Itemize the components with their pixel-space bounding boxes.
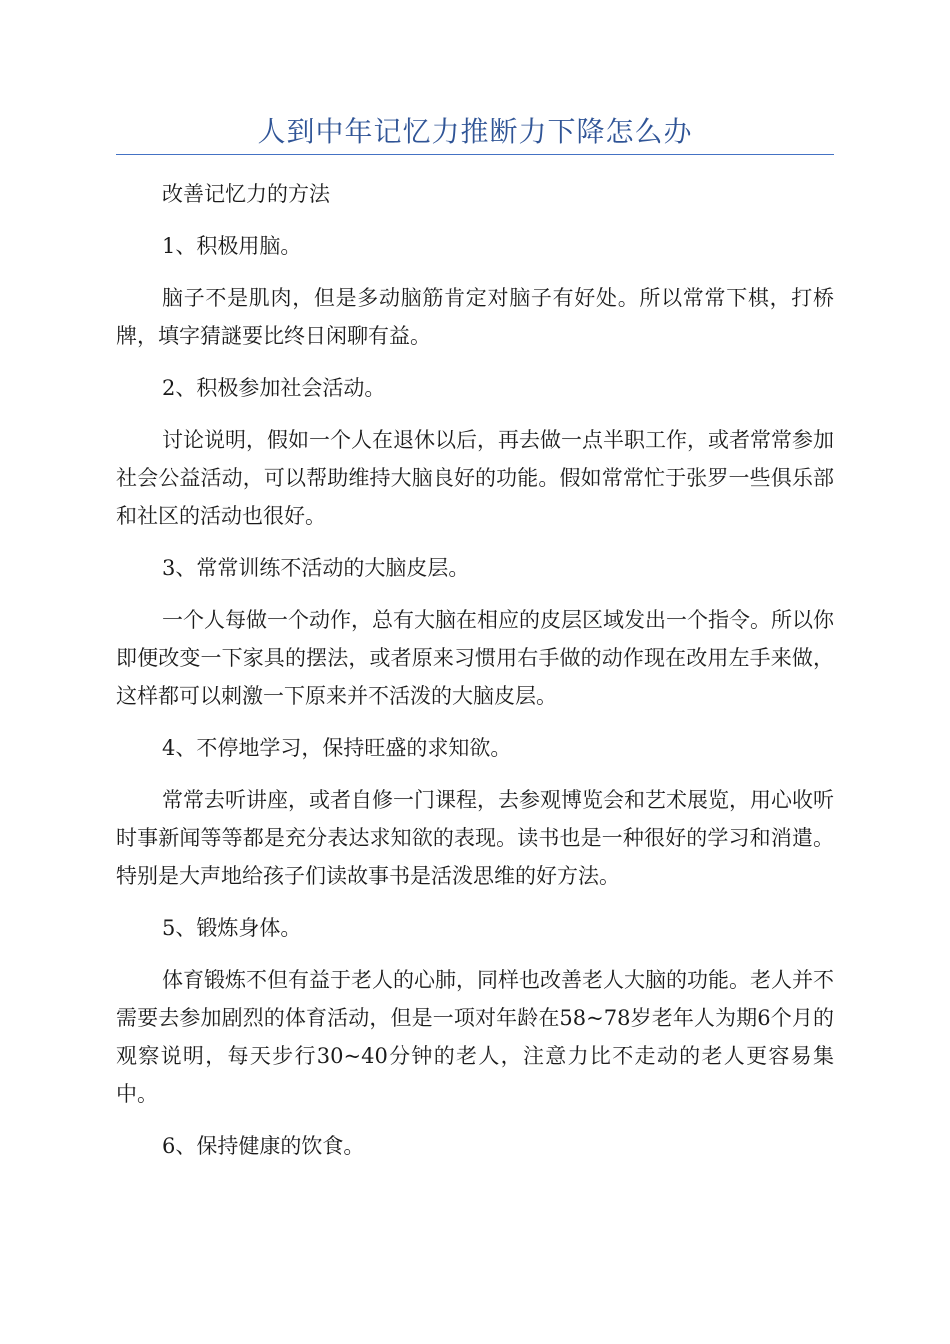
body-paragraph: 体育锻炼不但有益于老人的心肺，同样也改善老人大脑的功能。老人并不需要去参加剧烈的体育活动，但是一项对年龄在58~78岁老年人为期6个月的观察说明，每天步行30~40分钟的老人，注意力比不走动的老人更容易集中。 — [116, 968, 834, 1106]
list-item-heading: 6、保持健康的饮食。 — [162, 1134, 365, 1158]
body-paragraph: 一个人每做一个动作，总有大脑在相应的皮层区域发出一个指令。所以你即便改变一下家具的摆法，或者原来习惯用右手做的动作现在改用左手来做，这样都可以刺激一下原来并不活泼的大脑皮层。 — [116, 608, 834, 708]
body-paragraph: 讨论说明，假如一个人在退休以后，再去做一点半职工作，或者常常参加社会公益活动，可以帮助维持大脑良好的功能。假如常常忙于张罗一些俱乐部和社区的活动也很好。 — [116, 428, 834, 528]
document-body — [116, 175, 834, 1179]
list-item-heading: 1、积极用脑。 — [162, 234, 302, 258]
list-item-heading: 2、积极参加社会活动。 — [162, 376, 386, 400]
list-item-heading: 4、不停地学习，保持旺盛的求知欲。 — [162, 736, 512, 760]
title-underline — [116, 154, 834, 155]
list-item-heading: 5、锻炼身体。 — [162, 916, 302, 940]
body-paragraph: 脑子不是肌肉，但是多动脑筋肯定对脑子有好处。所以常常下棋，打桥牌，填字猜謎要比终日闲聊有益。 — [116, 286, 834, 348]
body-paragraph: 常常去听讲座，或者自修一门课程，去参观博览会和艺术展览，用心收听时事新闻等等都是充分表达求知欲的表现。读书也是一种很好的学习和消遣。特别是大声地给孩子们读故事书是活泼思维的好方法。 — [116, 788, 834, 888]
section-heading: 改善记忆力的方法 — [162, 182, 330, 206]
list-item-heading: 3、常常训练不活动的大脑皮层。 — [162, 556, 470, 580]
document-title: 人到中年记忆力推断力下降怎么办 — [257, 115, 693, 148]
